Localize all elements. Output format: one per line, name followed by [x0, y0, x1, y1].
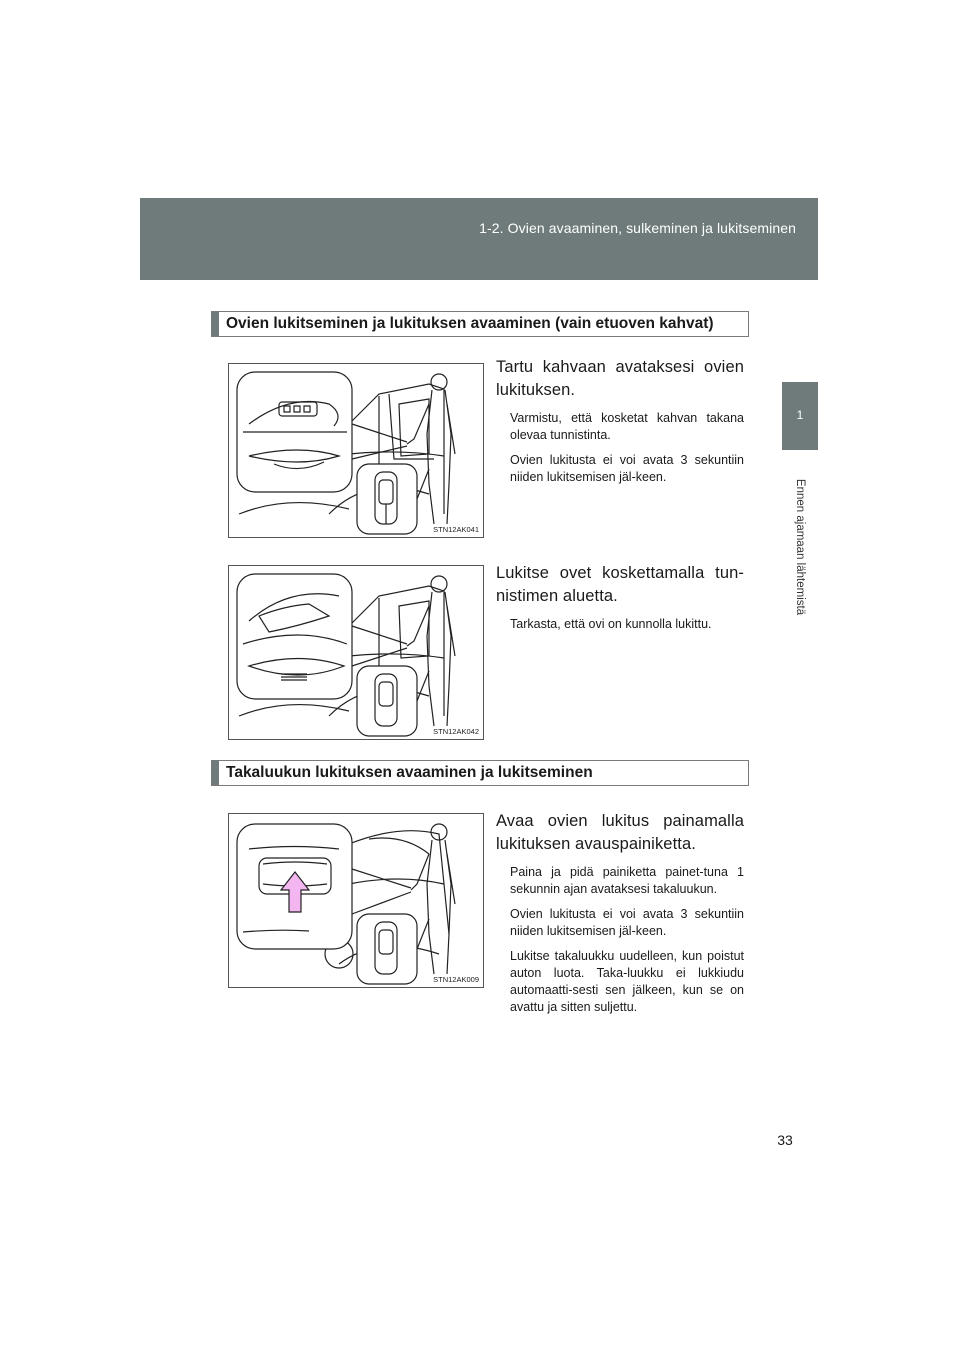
- instruction-step: Tartu kahvaan avataksesi ovien lukituksen.: [496, 358, 744, 399]
- chapter-tab: [782, 382, 818, 450]
- header-band: [140, 198, 818, 280]
- illustration-lock-sensor: [228, 565, 484, 740]
- section-heading-back-door: [211, 760, 749, 786]
- chapter-label: [788, 452, 812, 642]
- illustration-back-door-button: [228, 813, 484, 988]
- section-heading-title: Ovien lukitseminen ja lukituksen avaaminen (vain etuoven kahvat): [226, 315, 714, 332]
- section-header-title: 1-2. Ovien avaaminen, sulkeminen ja lukitseminen: [479, 220, 796, 236]
- instruction-note: Paina ja pidä painiketta painet-tuna 1 sekunnin ajan avataksesi takaluukun.: [510, 865, 744, 896]
- section-heading-accent: [212, 761, 219, 785]
- section-heading-title: Takaluukun lukituksen avaaminen ja lukitseminen: [226, 764, 593, 781]
- instruction-note: Ovien lukitusta ei voi avata 3 sekuntiin niiden lukitsemisen jäl-keen.: [510, 453, 744, 484]
- figure-code: STN12AK041: [433, 525, 479, 534]
- instruction-note: Ovien lukitusta ei voi avata 3 sekuntiin niiden lukitsemisen jäl-keen.: [510, 907, 744, 938]
- instruction-note: Tarkasta, että ovi on kunnolla lukittu.: [510, 617, 712, 631]
- instruction-step: Avaa ovien lukitus painamalla lukituksen avauspainiketta.: [496, 812, 744, 853]
- chapter-title: Ennen ajamaan lähtemistä: [794, 478, 806, 616]
- section-heading-accent: [212, 312, 219, 336]
- instruction-block: [496, 810, 744, 1016]
- section-heading-front-doors: [211, 311, 749, 337]
- page-number: 33: [777, 1132, 793, 1148]
- instruction-step: Lukitse ovet koskettamalla tun-nistimen aluetta.: [496, 564, 744, 605]
- instruction-block: [496, 562, 744, 633]
- instruction-block: [496, 356, 744, 486]
- illustration-unlock-handle: [228, 363, 484, 538]
- figure-code: STN12AK042: [433, 727, 479, 736]
- chapter-number: 1: [796, 408, 804, 422]
- instruction-note: Lukitse takaluukku uudelleen, kun poistut auton luota. Taka-luukku ei lukkiudu automaatti-sesti sen jälkeen, kun se on avattu ja sitten suljettu.: [510, 949, 744, 1014]
- instruction-note: Varmistu, että kosketat kahvan takana olevaa tunnistinta.: [510, 411, 744, 442]
- figure-code: STN12AK009: [433, 975, 479, 984]
